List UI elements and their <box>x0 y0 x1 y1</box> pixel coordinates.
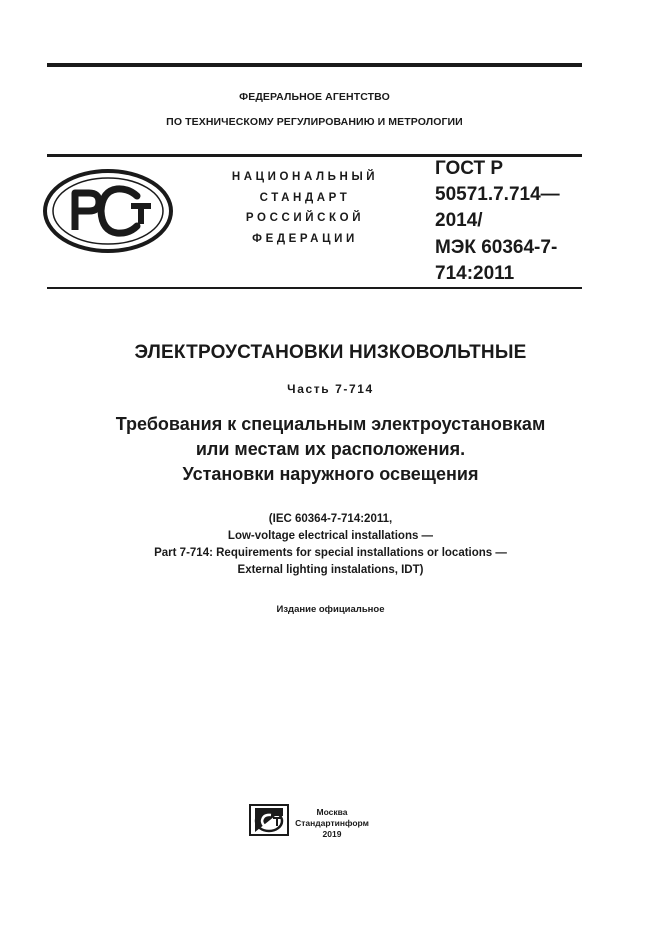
standartinform-logo-icon <box>249 804 289 836</box>
document-subtitle-line: Требования к специальным электроустановкам <box>115 414 546 434</box>
header-bottom-rule <box>47 287 582 289</box>
rst-certification-mark-icon <box>42 168 175 254</box>
edition-label: Издание официальное <box>276 604 385 615</box>
iec-reference-line: Low-voltage electrical installations — <box>227 530 434 542</box>
document-subtitle-line: или местам их расположения. <box>195 439 466 459</box>
publication-year: 2019 <box>322 829 342 839</box>
document-part: Часть 7-714 <box>287 382 374 396</box>
standard-designation-line: 714:2011 <box>435 263 515 284</box>
iec-reference-line: Part 7-714: Requirements for special installations or locations — <box>154 547 507 559</box>
agency-name-line-1: ФЕДЕРАЛЬНОЕ АГЕНТСТВО <box>239 91 390 103</box>
national-standard-line: ФЕДЕРАЦИИ <box>252 233 358 245</box>
publisher-name: Стандартинформ <box>295 818 369 828</box>
document-subtitle-line: Установки наружного освещения <box>182 464 479 484</box>
standard-designation-line: МЭК 60364-7- <box>435 237 558 258</box>
document-title: ЭЛЕКТРОУСТАНОВКИ НИЗКОВОЛЬТНЫЕ <box>134 342 527 363</box>
agency-name-line-2: ПО ТЕХНИЧЕСКОМУ РЕГУЛИРОВАНИЮ И МЕТРОЛОГИИ <box>166 116 463 128</box>
standard-designation-line: ГОСТ Р <box>435 158 504 179</box>
iec-reference-line: (IEC 60364-7-714:2011, <box>268 513 393 525</box>
standard-designation-line: 2014/ <box>435 210 483 231</box>
iec-reference-line: External lighting instalations, IDT) <box>237 564 424 576</box>
standard-designation-line: 50571.7.714— <box>435 184 560 205</box>
national-standard-line: НАЦИОНАЛЬНЫЙ <box>231 171 379 183</box>
publisher-city: Москва <box>316 807 348 817</box>
national-standard-line: РОССИЙСКОЙ <box>245 212 365 224</box>
national-standard-line: СТАНДАРТ <box>259 192 351 204</box>
top-rule <box>47 63 582 67</box>
